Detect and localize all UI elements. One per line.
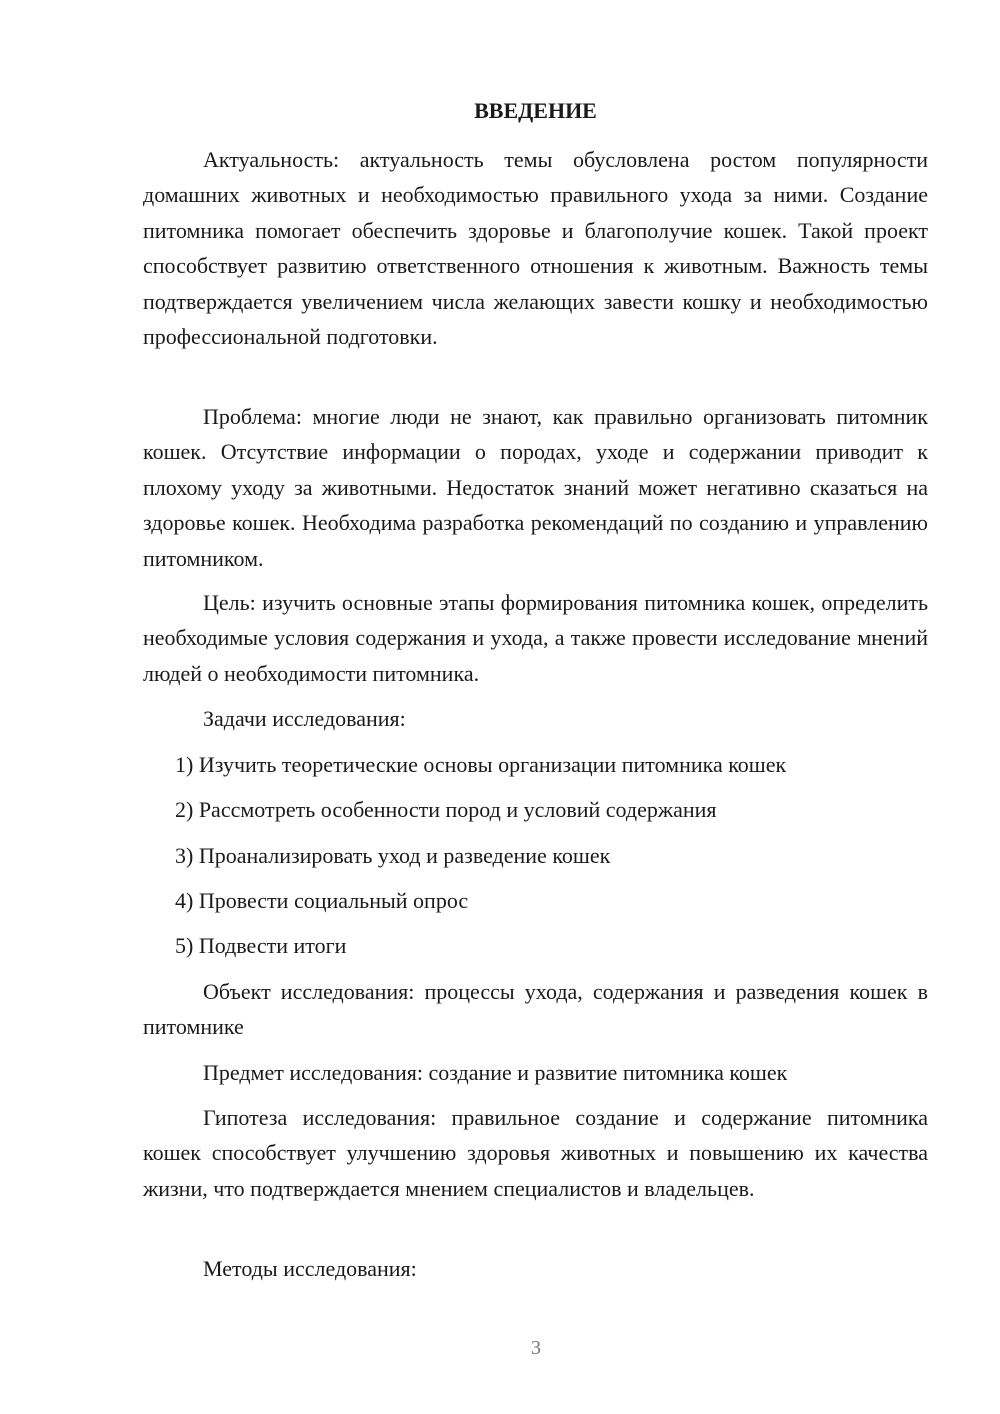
paragraph-problem: Проблема: многие люди не знают, как правильно организовать питомник кошек. Отсутствие информации о породах, уходе и содержании приводит к плохому уходу за животными. Недостаток знаний может негативно сказаться на здоровье кошек. Необходима разработка рекомендаций по созданию и управлению питомником. (143, 404, 928, 571)
page-number: 3 (531, 1337, 541, 1359)
paragraph-hypothesis: Гипотеза исследования: правильное создание и содержание питомника кошек способствует улучшению здоровья животных и повышению их качества жизни, что подтверждается мнением специалистов и владельцев. (143, 1105, 928, 1201)
paragraph-object: Объект исследования: процессы ухода, содержания и разведения кошек в питомнике (143, 979, 928, 1040)
paragraph-goal: Цель: изучить основные этапы формирования питомника кошек, определить необходимые условия содержания и ухода, а также провести исследование мнений людей о необходимости питомника. (143, 590, 928, 686)
methods-heading: Методы исследования: (203, 1256, 417, 1281)
paragraph-subject: Предмет исследования: создание и развитие питомника кошек (203, 1060, 788, 1085)
task-item-1: 1) Изучить теоретические основы организации питомника кошек (175, 752, 787, 777)
task-item-5: 5) Подвести итоги (175, 933, 347, 958)
task-item-2: 2) Рассмотреть особенности пород и условий содержания (175, 797, 717, 822)
page-title: ВВЕДЕНИЕ (474, 98, 597, 123)
task-item-4: 4) Провести социальный опрос (175, 888, 469, 913)
tasks-heading: Задачи исследования: (203, 706, 406, 731)
paragraph-relevance: Актуальность: актуальность темы обусловлена ростом популярности домашних животных и необходимостью правильного ухода за ними. Создание питомника помогает обеспечить здоровье и благополучие кошек. Такой проект способствует развитию ответственного отношения к животным. Важность темы подтверждается увеличением числа желающих завести кошку и необходимостью профессиональной подготовки. (143, 147, 928, 350)
task-item-3: 3) Проанализировать уход и разведение кошек (175, 843, 611, 868)
